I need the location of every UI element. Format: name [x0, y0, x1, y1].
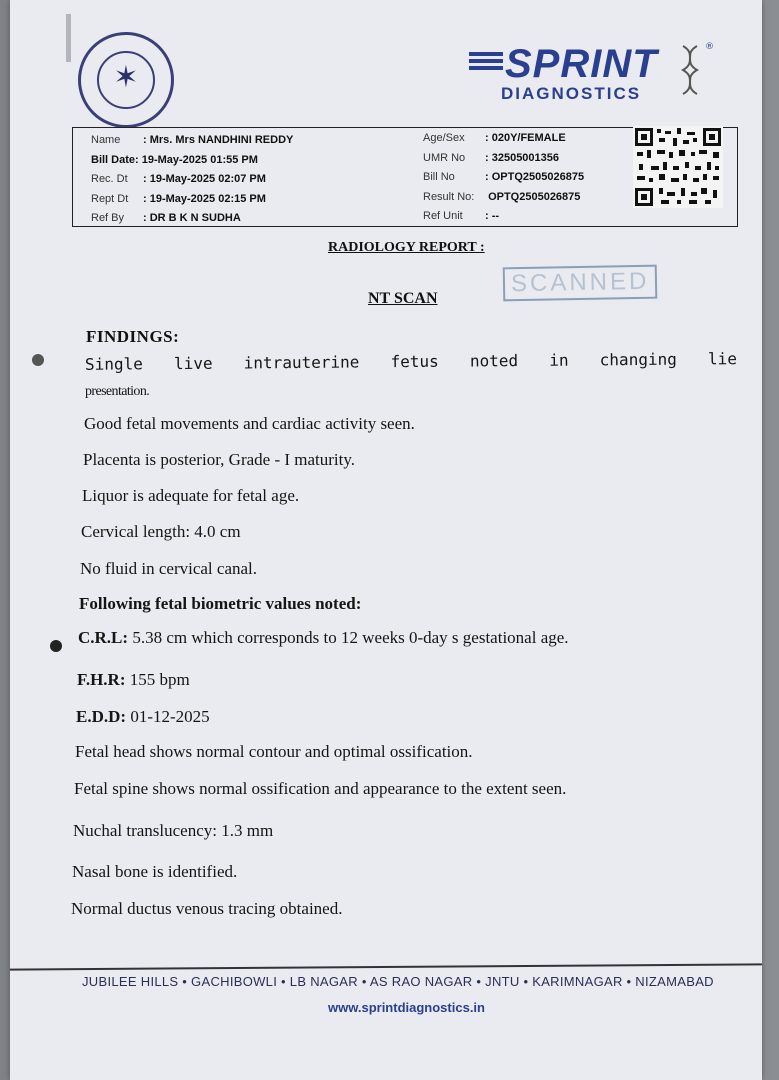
rept-dt-label: Rept Dt — [91, 192, 129, 205]
qr-code-icon — [633, 126, 723, 208]
edd-value: 01-12-2025 — [130, 707, 210, 726]
word: noted — [469, 351, 519, 371]
crl-row — [78, 628, 569, 648]
ref-unit-row — [423, 210, 584, 230]
word: changing — [599, 349, 677, 370]
bill-date-value: : 19-May-2025 01:55 PM — [135, 153, 258, 166]
logo-subtitle: DIAGNOSTICS — [501, 84, 642, 103]
page-fold — [66, 14, 71, 62]
edd-row — [76, 707, 210, 727]
name-label: Name — [91, 134, 121, 146]
name-row — [91, 134, 293, 154]
patient-info-right — [423, 132, 584, 230]
report-title: RADIOLOGY REPORT : — [328, 240, 485, 255]
star-emblem-icon: ✶ — [113, 60, 139, 95]
rec-dt-value: : 19-May-2025 02:07 PM — [143, 173, 266, 185]
sprint-diagnostics-logo — [465, 44, 725, 110]
patient-info-box — [72, 127, 738, 227]
umr-label: UMR No — [423, 151, 466, 164]
finding-nasal: Nasal bone is identified. — [72, 862, 238, 881]
bill-date-label: Bill Date — [91, 153, 136, 166]
word: intrauterine — [243, 352, 360, 373]
rec-dt-label: Rec. Dt — [91, 173, 128, 185]
finding-ductus: Normal ductus venous tracing obtained. — [71, 899, 343, 918]
speed-lines-icon — [469, 52, 503, 76]
finding-line-1 — [85, 349, 737, 374]
registered-mark: ® — [705, 42, 714, 52]
rept-dt-value: : 19-May-2025 02:15 PM — [143, 192, 266, 205]
logo-brand: SPRINT — [505, 42, 658, 86]
crl-value: 5.38 cm which corresponds to 12 weeks 0-day s gestational age. — [132, 628, 569, 647]
finding-head: Fetal head shows normal contour and optimal ossification. — [75, 742, 473, 761]
finding-cervical-length: Cervical length: 4.0 cm — [81, 522, 241, 541]
report-subtitle: NT SCAN — [368, 290, 438, 307]
finding-spine: Fetal spine shows normal ossification and appearance to the extent seen. — [74, 779, 567, 798]
biometric-heading: Following fetal biometric values noted: — [79, 594, 362, 613]
seal-inner-ring — [97, 51, 155, 109]
umr-row — [423, 152, 584, 172]
fhr-label: F.H.R: — [77, 670, 126, 689]
finding-liquor: Liquor is adequate for fetal age. — [82, 486, 300, 505]
umr-value: : 32505001356 — [485, 151, 560, 164]
footer-locations: JUBILEE HILLS • GACHIBOWLI • LB NAGAR • AS RAO NAGAR • JNTU • KARIMNAGAR • NIZAMABAD — [82, 974, 714, 989]
bill-date-row — [91, 154, 293, 174]
age-sex-label: Age/Sex — [423, 132, 465, 144]
report-page — [10, 0, 762, 1080]
bill-no-label: Bill No — [423, 171, 455, 183]
finding-nuchal: Nuchal translucency: 1.3 mm — [73, 821, 274, 840]
crl-label: C.R.L: — [78, 628, 129, 647]
name-value: : Mrs. Mrs NANDHINI REDDY — [143, 134, 294, 146]
ref-unit-label: Ref Unit — [423, 210, 463, 222]
result-no-label: Result No: — [423, 190, 475, 203]
result-no-row — [423, 191, 584, 211]
ref-by-label: Ref By — [91, 212, 125, 224]
rept-dt-row — [91, 193, 293, 213]
patient-info-left — [91, 134, 293, 232]
finding-movements: Good fetal movements and cardiac activity seen. — [84, 414, 415, 433]
rec-dt-row — [91, 173, 293, 193]
result-no-value: OPTQ2505026875 — [488, 190, 581, 203]
findings-heading: FINDINGS: — [86, 327, 180, 346]
finding-fluid: No fluid in cervical canal. — [80, 559, 258, 578]
punch-hole-mark — [50, 640, 62, 652]
fhr-row — [77, 670, 190, 690]
age-sex-value: : 020Y/FEMALE — [485, 132, 566, 144]
ref-unit-value: : -- — [485, 210, 500, 222]
punch-hole-mark — [32, 354, 44, 366]
bill-no-row — [423, 171, 584, 191]
word: in — [549, 350, 569, 370]
scanned-stamp: SCANNED — [503, 265, 658, 302]
finding-line-1-cont: presentation. — [85, 384, 150, 399]
word: fetus — [390, 351, 439, 372]
hospital-seal-logo — [78, 32, 174, 128]
ref-by-value: : DR B K N SUDHA — [143, 212, 241, 224]
word: lie — [707, 349, 737, 369]
fhr-value: 155 bpm — [129, 670, 190, 689]
age-sex-row — [423, 132, 584, 152]
word: Single — [84, 354, 143, 374]
ref-by-row — [91, 212, 293, 232]
bill-no-value: : OPTQ2505026875 — [485, 171, 585, 183]
footer-divider — [10, 963, 762, 970]
dna-icon — [679, 44, 701, 102]
finding-placenta: Placenta is posterior, Grade - I maturity. — [83, 450, 356, 469]
word: live — [173, 353, 213, 374]
footer-website-link[interactable]: www.sprintdiagnostics.in — [328, 1000, 485, 1015]
edd-label: E.D.D: — [76, 707, 127, 726]
